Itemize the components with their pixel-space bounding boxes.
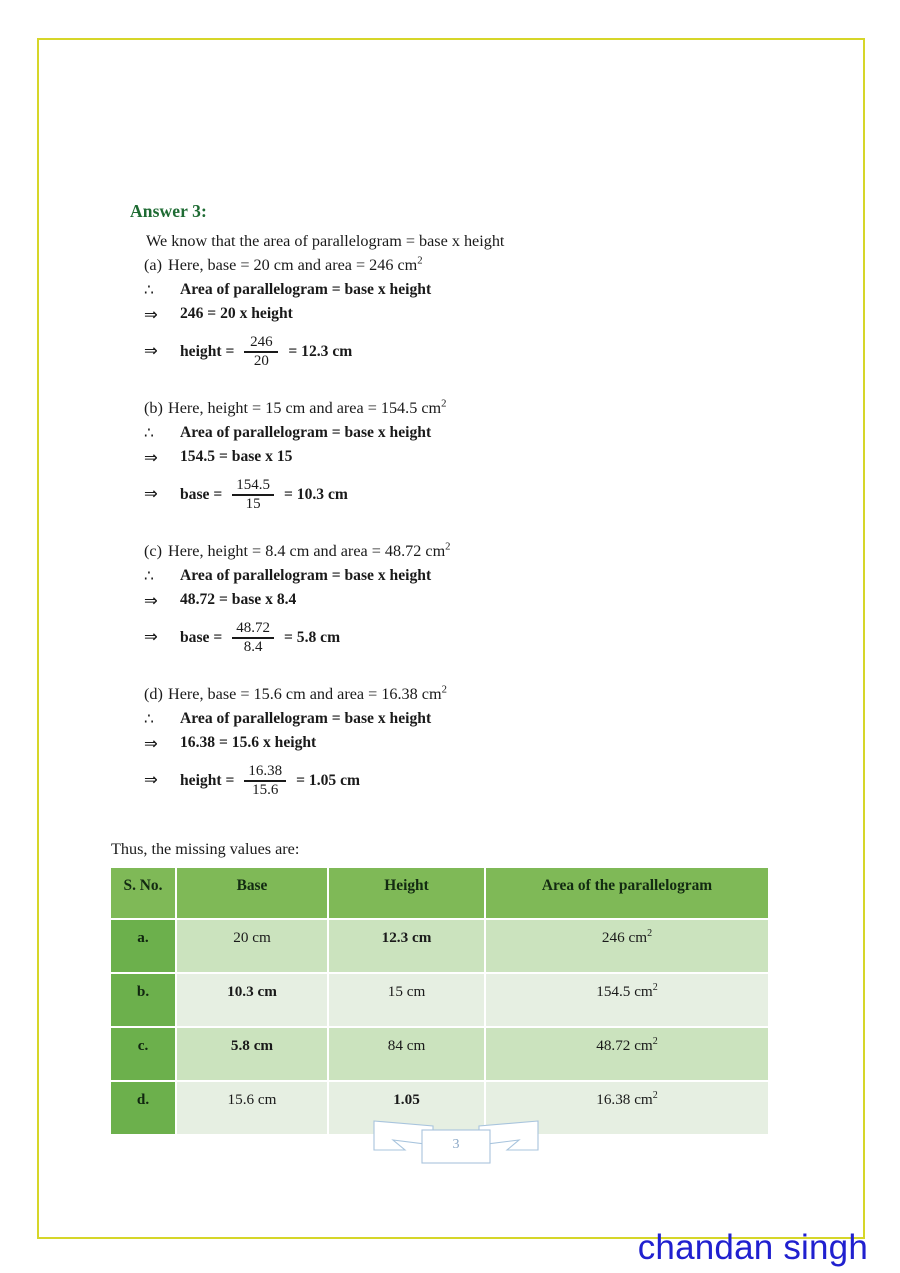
- part-a-fraction: [244, 335, 278, 369]
- row-area-value: [485, 1027, 768, 1081]
- part-b-therefore-step: [144, 424, 804, 442]
- column-header-height: Height: [328, 868, 485, 919]
- part-c-equation: 48.72 = base x 8.4: [180, 591, 297, 608]
- row-area-text: 246 cm: [601, 929, 648, 946]
- row-area-superscript: 2: [652, 1089, 658, 1101]
- row-serial: d.: [111, 1081, 176, 1134]
- implies-arrow-icon: ⇒: [144, 448, 158, 467]
- part-c-denominator: 8.4: [243, 638, 263, 655]
- implies-arrow-icon: ⇒: [144, 591, 158, 610]
- part-d-given-text: Here, base = 15.6 cm and area = 16.38 cm: [168, 685, 442, 703]
- part-a-result-value: = 12.3 cm: [288, 343, 353, 360]
- part-a-given-text: Here, base = 20 cm and area = 246 cm: [168, 256, 418, 274]
- part-d-result-lead: height =: [180, 772, 235, 789]
- formula-statement: We know that the area of parallelogram = base x height: [146, 232, 505, 250]
- part-c-therefore-step: [144, 567, 804, 585]
- part-d-given-superscript: 2: [441, 683, 447, 696]
- row-serial: a.: [111, 919, 176, 973]
- part-b-equation: 154.5 = base x 15: [180, 448, 293, 465]
- part-d-therefore-step: [144, 710, 804, 728]
- part-a-therefore-step: [144, 281, 804, 299]
- part-c-given-superscript: 2: [445, 540, 451, 553]
- column-header-area: Area of the parallelogram: [485, 868, 768, 919]
- part-d-given: [144, 685, 804, 704]
- part-d-result-value: = 1.05 cm: [296, 772, 361, 789]
- part-b-numerator: 154.5: [236, 476, 270, 493]
- page-border-frame: [37, 38, 865, 1239]
- solution-part-a: [144, 256, 804, 372]
- row-height-value: 15 cm: [328, 973, 485, 1027]
- row-area-superscript: 2: [647, 927, 653, 939]
- solution-part-d: [144, 685, 804, 801]
- table-row: [111, 973, 768, 1027]
- row-base-value: 10.3 cm: [176, 973, 328, 1027]
- therefore-icon: ∴: [144, 282, 154, 299]
- part-c-fraction: [232, 621, 274, 655]
- row-base-value: 20 cm: [176, 919, 328, 973]
- row-area-value: [485, 973, 768, 1027]
- part-b-denominator: 15: [245, 495, 261, 512]
- row-base-value: 5.8 cm: [176, 1027, 328, 1081]
- row-height-value: 1.05: [328, 1081, 485, 1134]
- part-c-equation-step: [144, 591, 804, 609]
- row-area-superscript: 2: [652, 981, 658, 993]
- implies-arrow-icon: ⇒: [144, 341, 158, 360]
- summary-intro-text: Thus, the missing values are:: [111, 840, 300, 858]
- part-d-fraction: [244, 764, 286, 798]
- part-c-label: (c): [144, 542, 162, 560]
- part-d-numerator: 16.38: [248, 762, 283, 779]
- part-a-equation: 246 = 20 x height: [180, 305, 293, 322]
- column-header-base: Base: [176, 868, 328, 919]
- row-serial: b.: [111, 973, 176, 1027]
- row-height-value: 12.3 cm: [328, 919, 485, 973]
- part-b-equation-step: [144, 448, 804, 466]
- missing-values-table: [111, 868, 768, 1134]
- part-d-equation-step: [144, 734, 804, 752]
- therefore-icon: ∴: [144, 425, 154, 442]
- solution-part-b: [144, 399, 804, 515]
- implies-arrow-icon: ⇒: [144, 627, 158, 646]
- table-row: [111, 1027, 768, 1081]
- part-a-equation-step: [144, 305, 804, 323]
- table-row: [111, 919, 768, 973]
- part-b-given: [144, 399, 804, 418]
- part-a-given: [144, 256, 804, 275]
- page-content: [39, 40, 867, 1241]
- part-b-given-text: Here, height = 15 cm and area = 154.5 cm: [168, 399, 442, 417]
- part-a-label: (a): [144, 256, 162, 274]
- part-b-fraction: [232, 478, 274, 512]
- column-header-serial: S. No.: [111, 868, 176, 919]
- part-a-given-superscript: 2: [417, 254, 423, 267]
- part-b-result-lead: base =: [180, 486, 223, 503]
- row-base-value: 15.6 cm: [176, 1081, 328, 1134]
- implies-arrow-icon: ⇒: [144, 734, 158, 753]
- row-area-text: 154.5 cm: [596, 983, 653, 1000]
- implies-arrow-icon: ⇒: [144, 770, 158, 789]
- therefore-icon: ∴: [144, 568, 154, 585]
- page-number-ribbon: [371, 1112, 541, 1170]
- watermark-text: chandan singh: [637, 1228, 868, 1267]
- row-serial: c.: [111, 1027, 176, 1081]
- part-c-therefore-text: Area of parallelogram = base x height: [180, 567, 432, 584]
- part-a-result-lead: height =: [180, 343, 235, 360]
- part-c-result-step: [144, 618, 804, 658]
- part-d-label: (d): [144, 685, 163, 703]
- row-area-text: 16.38 cm: [596, 1091, 653, 1108]
- part-a-result-step: [144, 332, 804, 372]
- part-d-result-step: [144, 761, 804, 801]
- part-c-given-text: Here, height = 8.4 cm and area = 48.72 cm: [168, 542, 446, 560]
- part-a-denominator: 20: [253, 352, 269, 369]
- row-height-value: 84 cm: [328, 1027, 485, 1081]
- solution-part-c: [144, 542, 804, 658]
- part-a-therefore-text: Area of parallelogram = base x height: [180, 281, 432, 298]
- part-b-result-value: = 10.3 cm: [284, 486, 348, 503]
- implies-arrow-icon: ⇒: [144, 484, 158, 503]
- row-area-superscript: 2: [652, 1035, 658, 1047]
- part-c-numerator: 48.72: [236, 619, 270, 636]
- part-d-therefore-text: Area of parallelogram = base x height: [180, 710, 432, 727]
- part-d-denominator: 15.6: [252, 781, 279, 798]
- part-b-therefore-text: Area of parallelogram = base x height: [180, 424, 432, 441]
- part-a-numerator: 246: [250, 333, 273, 350]
- implies-arrow-icon: ⇒: [144, 305, 158, 324]
- therefore-icon: ∴: [144, 711, 154, 728]
- page-number-label: 3: [452, 1137, 460, 1152]
- row-area-value: [485, 919, 768, 973]
- part-b-result-step: [144, 475, 804, 515]
- part-d-equation: 16.38 = 15.6 x height: [180, 734, 317, 751]
- row-area-text: 48.72 cm: [596, 1037, 653, 1054]
- part-c-result-lead: base =: [180, 629, 223, 646]
- table-header-row: [111, 868, 768, 919]
- part-c-result-value: = 5.8 cm: [284, 629, 341, 646]
- part-b-label: (b): [144, 399, 163, 417]
- part-c-given: [144, 542, 804, 561]
- answer-heading: Answer 3:: [130, 201, 207, 221]
- part-b-given-superscript: 2: [441, 397, 447, 410]
